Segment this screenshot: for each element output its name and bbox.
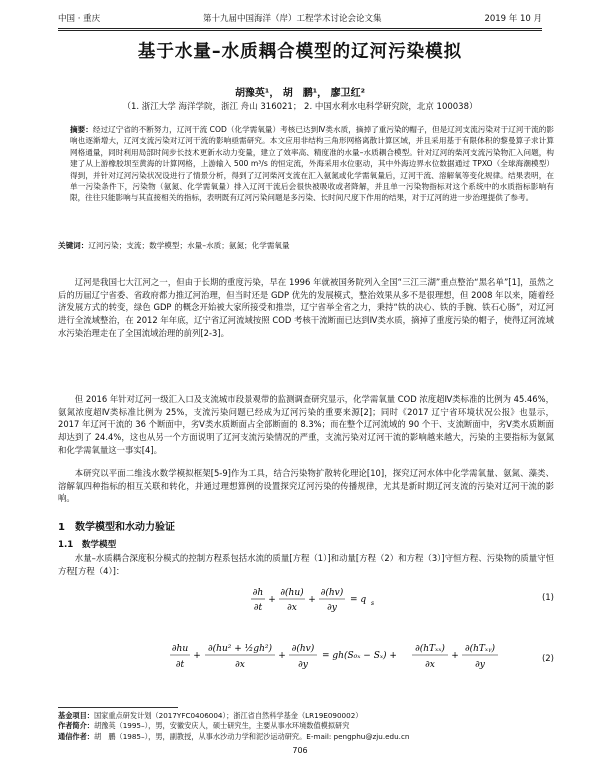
keywords-label: 关键词： — [58, 241, 89, 250]
eq2-term4-den: ∂x — [425, 660, 435, 670]
header-rule — [58, 28, 542, 31]
eq1-rhs-subscript: s — [371, 600, 375, 607]
eq2-term2-den: ∂x — [235, 660, 245, 670]
eq2-term4-num: ∂(hTₓₓ) — [415, 644, 445, 654]
corr-text: 胡 鹏（1985–），男，副教授，从事水沙动力学和泥沙运动研究。E-mail: pengphu@zju.edu.cn — [93, 731, 410, 741]
footnote-corresponding — [58, 732, 554, 742]
abstract-text: 经过辽宁省的不断努力，辽河干流 COD（化学需氧量）考核已达到Ⅳ类水质，摘掉了重污染的帽子，但是辽河支流污染对于辽河干流的影响也逐渐增大，辽河支流污染对辽河干流的影响亟需研究。本文应用非结构三角形网格离散计算区域，并且采用基于有限体积的黎曼算子求计算网格通量，同时利用局部时间步长技术更新水动力变量，建立了效率高、精度准的水量–水质耦合模型。针对辽河的柴河支流污染物汇入问题，构建了从上游橡胶坝至黄海的计算网格，上游输入 500 m³/s 的恒定流，外海采用水位驱动，其中外海边界水位数据通过 TPXO（全球海潮模型）得到，并针对辽河污染状况设进行了情景分析，得到了辽河柴河支流在汇入氨氮或化学需氧量后，辽河干流、溶解氧等变化规律。结果表明，在单一污染条件下，污染物（氨氮、化学需氧量）排入辽河干流后会很快被吸收或者降解，并且单一污染物指标对这个系统中的水质指标影响有限，往往只能影响与其直接相关的指标，表明既有辽河污染问题是多污染、长时间尺度下作用的结果，对于辽河的进一步治理提供了参考。 — [70, 125, 554, 203]
eq2-term3-den: ∂y — [298, 660, 308, 670]
svg-text:+: + — [451, 651, 459, 661]
keywords — [58, 240, 554, 251]
body-paragraph-4 — [58, 552, 554, 577]
equation-2 — [170, 636, 510, 678]
eq2-middle: = gh(S₀ₓ − Sₓ) + — [322, 651, 397, 661]
fund-label: 基金项目： — [58, 711, 94, 720]
paragraph-text: 水量–水质耦合深度积分模式的控制方程系包括水流的质量[方程（1）]和动量[方程（2）和方程（3）]守恒方程、污染物的质量守恒方程[方程（4）]： — [58, 553, 554, 576]
footnote-author — [58, 721, 554, 731]
equation-2-number: (2) — [541, 654, 554, 664]
equation-1-number: (1) — [541, 593, 554, 603]
eq1-term1-num: ∂h — [252, 588, 264, 598]
affiliation: （1. 浙江大学 海洋学院，浙江 舟山 316021； 2. 中国水利水电科学研究院，北京 100038） — [122, 102, 478, 112]
svg-text:+: + — [268, 595, 276, 605]
author-list: 胡豫英¹， 胡 鹏¹， 廖卫红² — [234, 88, 366, 99]
paragraph-text: 辽河是我国七大江河之一，但由于长期的重度污染，早在 1996 年就被国务院列入全国“三江三湖”重点整治“黑名单”[1]，虽然之后的历届辽宁省委、省政府都力推辽河治理，但当时还是 GDP 优先的发展模式，整治效果从多不是很理想，但 2008 年以来，随着经济发展方式的转变，绿色 GDP 的概念开始被大家所接受和推崇，辽宁省举全省之力，秉持“铁的决心、铁的手腕、铁石心肠”，对辽河进行全流域整治，在 2012 年年底，辽宁省辽河流域按照 COD 考核干流断面已达到Ⅳ类水质，摘掉了重度污染的帽子，使得辽河流域水污染治理走在了全国流域治理的前列[2-3]。 — [58, 277, 554, 338]
svg-text:+: + — [193, 651, 201, 661]
eq1-term1-den: ∂t — [253, 603, 263, 613]
eq1-term3-num: ∂(hv) — [320, 588, 344, 598]
paragraph-text: 本研究以平面二维浅水数学模拟框架[5-9]作为工具，结合污染物扩散转化理论[10]，探究辽河水体中化学需氧量、氨氮、藻类、溶解氧四种指标的相互关联和转化，并通过理想算例的设置探究辽河污染的传播规律，尤其是新时期辽河支流的污染对辽河干流的影响。 — [58, 468, 554, 504]
equation-1 — [250, 582, 400, 618]
body-paragraph-3 — [58, 467, 554, 505]
eq2-term1-den: ∂t — [175, 660, 185, 670]
footnote-fund — [58, 711, 554, 721]
eq2-term5-num: ∂(hTₓᵧ) — [464, 644, 496, 654]
header-left: 中国 · 重庆 — [58, 14, 101, 24]
footnotes — [58, 711, 554, 742]
eq2-term1-num: ∂hu — [171, 644, 189, 654]
keywords-text: 辽河污染；支流；数学模型；水量–水质；氨氮；化学需氧量 — [88, 241, 290, 250]
author-label: 作者简介： — [58, 721, 94, 731]
footnote-rule — [58, 707, 178, 708]
svg-text:+: + — [278, 651, 286, 661]
page-number: 706 — [292, 746, 308, 755]
corr-label: 通信作者： — [58, 731, 94, 741]
svg-text:+: + — [308, 595, 316, 605]
abstract — [70, 124, 554, 204]
paper-title: 基于水量–水质耦合模型的辽河污染模拟 — [137, 42, 463, 62]
running-header — [58, 10, 542, 26]
eq1-rhs: = q — [350, 595, 367, 605]
subsection-heading-1-1: 1.1 数学模型 — [58, 540, 117, 550]
eq2-term2-num: ∂(hu² + ½gh²) — [207, 644, 273, 654]
eq1-term2-den: ∂x — [287, 603, 297, 613]
eq1-term3-den: ∂y — [327, 603, 337, 613]
paragraph-text: 但 2016 年针对辽河一级汇入口及支流城市段景观带的监测调查研究显示，化学需氧量 COD 浓度超Ⅳ类标准的比例为 45.46%，氨氮浓度超Ⅳ类标准比例为 25%，支流污染问题已经成为辽河污染的重要来源[2]；同时《2017 辽宁省环境状况公报》也显示，2017 年辽河干流的 36 个断面中，劣Ⅴ类水质断面占全部断面的 8.3%；而在整个辽河流域的 90 个干、支流断面中，劣Ⅴ类水质断面却达到了 24.4%，这也从另一个方面说明了辽河支流污染情况的严重，支流污染对辽河干流的影响越来越大，污染的主要指标为氨氮和化学需氧量这一事实[4]。 — [58, 394, 554, 455]
eq2-term5-den: ∂y — [475, 660, 485, 670]
eq1-term2-num: ∂(hu) — [280, 588, 304, 598]
author-text: 胡豫英（1995–），男，安徽安庆人，硕士研究生，主要从事水环境数值模拟研究 — [93, 721, 350, 731]
body-paragraph-1 — [58, 276, 554, 340]
abstract-label: 摘要： — [70, 125, 93, 134]
header-right: 2019 年 10 月 — [484, 14, 542, 24]
fund-text: 国家重点研发计划（2017YFC0406004）；浙江省自然科学基金（LR19E090002） — [93, 711, 363, 720]
body-paragraph-2 — [58, 393, 554, 457]
section-heading-1: 1 数学模型和水动力验证 — [58, 522, 175, 533]
eq2-term3-num: ∂(hv) — [291, 644, 315, 654]
header-center: 第十九届中国海洋（岸）工程学术讨论会论文集 — [203, 14, 382, 24]
